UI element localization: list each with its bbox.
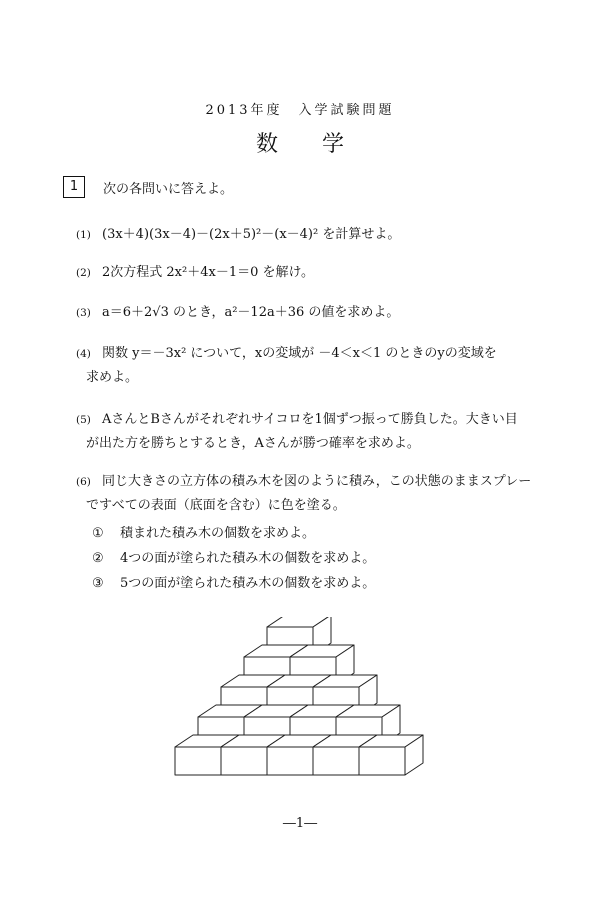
exam-header: 2013年度 入学試験問題 xyxy=(205,103,395,118)
subitem-text: 5つの面が塗られた積み木の個数を求めよ。 xyxy=(120,576,376,591)
subitem-text: 積まれた積み木の個数を求めよ。 xyxy=(120,526,316,541)
page-number: ―1― xyxy=(282,816,318,831)
cube xyxy=(359,735,423,775)
item-text-line: ですべての表面（底面を含む）に色を塗る。 xyxy=(86,498,346,513)
item-text-line: 同じ大きさの立方体の積み木を図のように積み，この状態のままスプレー xyxy=(102,474,532,489)
item-text-line: が出た方を勝ちとするとき，Aさんが勝つ確率を求めよ。 xyxy=(86,436,420,451)
item-text-line: a＝6＋2√3 のとき，a²－12a＋36 の値を求めよ。 xyxy=(102,305,400,320)
item-5 xyxy=(76,408,536,456)
item-number: (3) xyxy=(76,307,91,319)
subitem-text: 4つの面が塗られた積み木の個数を求めよ。 xyxy=(120,551,376,566)
item-text-line: AさんとBさんがそれぞれサイコロを1個ずつ振って勝負した。大きい目 xyxy=(102,412,518,427)
item-2 xyxy=(76,261,536,285)
item-3 xyxy=(76,301,536,325)
item-number: (2) xyxy=(76,267,91,279)
question-number-box: 1 xyxy=(63,176,85,198)
circled-number: ① xyxy=(92,526,104,541)
item-number: (6) xyxy=(76,476,91,488)
subitem-1 xyxy=(92,524,315,544)
item-number: (4) xyxy=(76,348,91,360)
item-4 xyxy=(76,342,536,390)
circled-number: ② xyxy=(92,551,104,566)
subitem-3 xyxy=(92,574,375,594)
circled-number: ③ xyxy=(92,576,104,591)
item-text-line: 2次方程式 2x²＋4x－1＝0 を解け。 xyxy=(102,265,314,280)
item-number: (5) xyxy=(76,414,91,426)
stacked-cubes-figure xyxy=(170,617,430,787)
item-1 xyxy=(76,223,536,247)
item-text-line: (3x＋4)(3x－4)－(2x＋5)²－(x－4)² を計算せよ。 xyxy=(102,227,401,242)
subject-title: 数学 xyxy=(255,132,388,157)
item-text-line: 関数 y＝－3x² について，xの変域が －4＜x＜1 のときのyの変域を xyxy=(102,346,497,361)
item-text-line: 求めよ。 xyxy=(86,370,139,385)
item-number: (1) xyxy=(76,229,91,241)
subitem-2 xyxy=(92,549,375,569)
question-instruction: 次の各問いに答えよ。 xyxy=(103,182,234,197)
item-6 xyxy=(76,470,536,518)
